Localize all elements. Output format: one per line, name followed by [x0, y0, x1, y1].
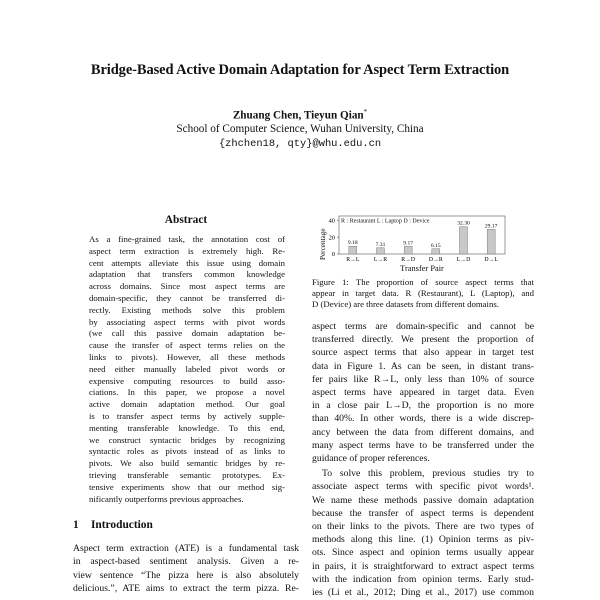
- bar-value-label: 9.17: [403, 240, 414, 247]
- body-line: ies (Li et al., 2012; Ding et al., 2017) use common: [312, 587, 534, 599]
- abstract-line: expensive computing resources to build asso-: [89, 375, 285, 386]
- author-email: {zhchen18, qty}@whu.edu.cn: [218, 138, 382, 150]
- caption-line: appear in target data. R (Restaurant), L (Laptop), and: [312, 288, 534, 299]
- body-line: with the indication from opinion terms. Early stud-: [312, 573, 534, 585]
- y-tick-label: 0: [331, 251, 335, 259]
- abstract-line: we construct syntactic bridges by recognizing: [89, 434, 285, 445]
- abstract-line: (we call this passive domain adaptation be-: [89, 328, 285, 339]
- intro-line: Aspect term extraction (ATE) is a fundamental task: [73, 543, 299, 554]
- abstract-line: links to pivots). However, all these methods: [89, 351, 285, 362]
- abstract-line: aspect term extraction is extremely high. Re-: [89, 245, 285, 256]
- bar: [404, 246, 412, 254]
- corresponding-author-mark: *: [363, 108, 368, 116]
- chart-legend: R : Restaurant L : Laptop D : Device: [341, 218, 430, 225]
- abstract-line: rectly. Existing methods solve this problem: [89, 304, 285, 315]
- x-axis-label: Transfer Pair: [400, 264, 444, 273]
- bar: [460, 227, 468, 254]
- x-tick-label: D→L: [484, 257, 498, 263]
- abstract-line: across domains. Since most aspect terms are: [89, 281, 285, 292]
- introduction-body: [73, 542, 299, 596]
- bar: [349, 246, 357, 254]
- y-axis-label: Percentage: [319, 228, 327, 260]
- author-names: Zhuang Chen, Tieyun Qian: [232, 109, 364, 122]
- body-line: source aspect terms that also appear in target test: [312, 347, 534, 359]
- abstract-line: need either manually labeled pivot words or: [89, 363, 285, 374]
- bar: [487, 229, 495, 254]
- abstract-line: cause the transfer of aspect terms relies on the: [89, 340, 285, 351]
- abstract-line: tensive experiments show that our method sig-: [89, 481, 285, 492]
- x-tick-label: R→L: [346, 257, 360, 263]
- abstract-line: domain-specific, they cannot be transferred di-: [89, 292, 285, 303]
- body-line: To solve this problem, previous studies try to: [322, 468, 534, 480]
- body-line: in pairs, it is straightforward to extract aspect terms: [312, 560, 534, 572]
- y-tick-label: 40: [328, 217, 335, 225]
- body-line: on their links to the pivots. There are two types of: [312, 521, 534, 533]
- abstract-line: ciations. In this paper, we propose a novel: [89, 387, 285, 398]
- body-line: aspect terms have appeared in target data. Even: [312, 387, 534, 399]
- affiliation: School of Computer Science, Wuhan University, China: [176, 123, 424, 135]
- paper-title: Bridge-Based Active Domain Adaptation for Aspect Term Extraction: [90, 62, 510, 78]
- body-line: than 40%. In other words, there is a wide discrep-: [312, 413, 534, 425]
- bar-chart: [312, 212, 534, 274]
- caption-line: Figure 1: The proportion of source aspect terms that: [312, 277, 534, 287]
- x-tick-label: D→R: [428, 257, 443, 263]
- body-line: ots. Since aspect and opinion terms usually appear: [312, 547, 534, 559]
- bar: [432, 249, 440, 254]
- body-line: ancy between the data from different domains, and: [312, 426, 534, 438]
- abstract-body: [89, 234, 285, 505]
- bar-value-label: 32.30: [457, 220, 470, 227]
- body-line: fer pairs like R→L, only less than 10% of source: [312, 373, 534, 385]
- abstract-line: nificantly outperforms previous approaches.: [89, 493, 244, 504]
- intro-line: view sentence “The pizza here is also absolutely: [73, 569, 299, 581]
- body-line: many aspect terms have to be transferred under the: [312, 439, 534, 451]
- bar-value-label: 9.18: [347, 240, 358, 247]
- right-column-body: [312, 320, 534, 599]
- abstract-line: menting transferable knowledge. To this end,: [89, 422, 285, 433]
- section-number: 1: [73, 519, 79, 531]
- abstract-line: adaptation that transfers common knowledge: [89, 269, 285, 280]
- figure-1: [312, 212, 534, 274]
- bar-value-label: 7.31: [375, 241, 386, 248]
- section-title: Introduction: [91, 519, 153, 531]
- body-line: in a close pair L→D, the proportion is no more: [312, 400, 534, 412]
- body-line: We name these methods passive domain adaptation: [312, 494, 534, 506]
- bar: [377, 248, 385, 254]
- abstract-line: by associating aspect terms with pivot words: [89, 316, 285, 327]
- abstract-line: is to transfer aspect terms by actively supple-: [89, 410, 285, 421]
- caption-line: D (Device) are three datasets from different domains.: [312, 299, 499, 310]
- author-list: [40, 108, 560, 122]
- body-line: data in Figure 1. As can be seen, in distant trans-: [312, 360, 534, 372]
- abstract-line: syntactic roles as pivots instead of as links to: [89, 446, 285, 457]
- body-line: aspect terms are domain-specific and cannot be: [312, 321, 534, 332]
- body-line: associate aspect terms with specific pivot words¹.: [312, 481, 534, 493]
- body-line: methods along this line. (1) Opinion terms as piv-: [312, 534, 534, 546]
- section-heading-introduction: [73, 519, 153, 531]
- bar-value-label: 29.17: [484, 223, 498, 230]
- body-line: transferred directly. We present the proportion of: [312, 334, 534, 346]
- y-tick-label: 20: [328, 234, 335, 242]
- abstract-line: pivots. We also build semantic bridges by re-: [89, 458, 285, 469]
- x-tick-label: R→D: [401, 257, 416, 263]
- abstract-line: cent attempts alleviate this issue using domain: [89, 257, 285, 268]
- body-line: because the transfer of aspect terms is dependent: [312, 507, 534, 519]
- figure-1-caption: [312, 277, 534, 311]
- x-tick-label: L→R: [373, 257, 388, 263]
- abstract-line: As a fine-grained task, the annotation cost of: [89, 234, 285, 244]
- abstract-line: trieving transferable semantic prototypes. Ex-: [89, 469, 285, 480]
- bar-value-label: 6.15: [430, 242, 441, 249]
- body-line: guidance of proper references.: [312, 453, 430, 465]
- intro-line: in aspect-based sentiment analysis. Given a re-: [73, 556, 299, 568]
- abstract-heading: Abstract: [164, 214, 208, 226]
- intro-line: delicious.”, ATE aims to extract the term pizza. Re-: [73, 583, 299, 595]
- abstract-line: active domain adaptation method. Our goal: [89, 399, 285, 410]
- x-tick-label: L→D: [456, 257, 471, 263]
